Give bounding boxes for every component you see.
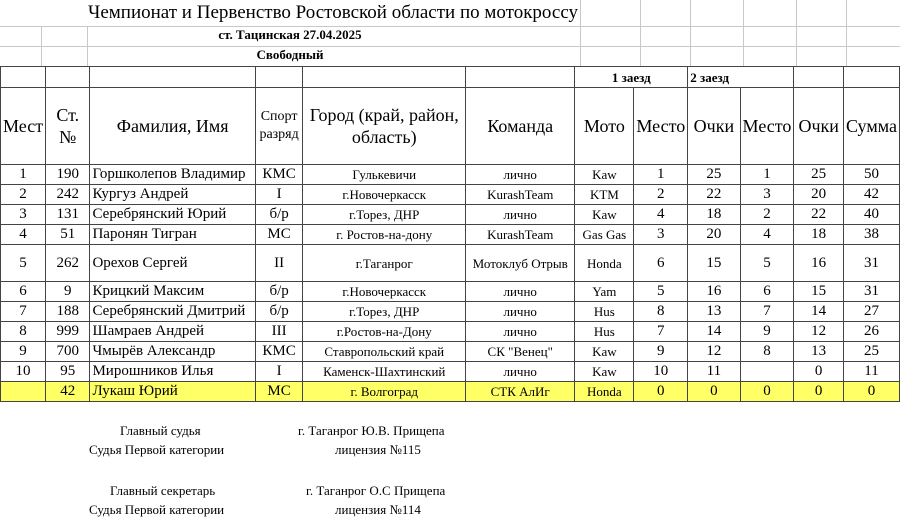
- table-row: [1, 225, 900, 245]
- total-cell: 11: [843, 362, 899, 382]
- race1-place-cell: 10: [634, 362, 688, 382]
- rank-cell: б/р: [255, 282, 303, 302]
- moto-cell: Honda: [575, 382, 634, 402]
- rank-cell: МС: [255, 225, 303, 245]
- race2-place-cell: 9: [740, 322, 794, 342]
- race2-points-cell: 0: [794, 382, 844, 402]
- name-cell: Лукаш Юрий: [90, 382, 255, 402]
- rank-cell: б/р: [255, 302, 303, 322]
- race2-points-cell: 18: [794, 225, 844, 245]
- moto-cell: Hus: [575, 322, 634, 342]
- name-cell: Шамраев Андрей: [90, 322, 255, 342]
- race2-place-cell: 8: [740, 342, 794, 362]
- col-name: Фамилия, Имя: [90, 88, 255, 165]
- col-city: Город (край, район, область): [303, 88, 466, 165]
- chief-secretary-label: Главный секретарь: [110, 483, 216, 498]
- rank-cell: МС: [255, 382, 303, 402]
- race1-header: 1 заезд: [575, 67, 688, 88]
- team-cell: KurashTeam: [466, 185, 575, 205]
- team-cell: KurashTeam: [466, 225, 575, 245]
- team-cell: лично: [466, 282, 575, 302]
- race2-place-cell: 7: [740, 302, 794, 322]
- race1-place-cell: 2: [634, 185, 688, 205]
- results-table: [0, 66, 900, 402]
- total-cell: 31: [843, 245, 899, 282]
- number-cell: 188: [46, 302, 90, 322]
- total-cell: 40: [843, 205, 899, 225]
- number-cell: 51: [46, 225, 90, 245]
- name-cell: Кургуз Андрей: [90, 185, 255, 205]
- table-row: [1, 205, 900, 225]
- total-cell: 38: [843, 225, 899, 245]
- team-cell: СТК АлИг: [466, 382, 575, 402]
- city-cell: Гулькевичи: [303, 165, 466, 185]
- place-cell: 2: [1, 185, 46, 205]
- col-rank: Спорт разряд: [255, 88, 303, 165]
- race2-place-cell: 1: [740, 165, 794, 185]
- col-r1-points: Очки: [688, 88, 740, 165]
- race2-points-cell: 20: [794, 185, 844, 205]
- table-row: [1, 185, 900, 205]
- race1-place-cell: 6: [634, 245, 688, 282]
- total-cell: 31: [843, 282, 899, 302]
- team-cell: СК "Венец": [466, 342, 575, 362]
- city-cell: г.Новочеркасск: [303, 282, 466, 302]
- city-cell: г. Ростов-на-дону: [303, 225, 466, 245]
- name-cell: Чмырёв Александр: [90, 342, 255, 362]
- race1-points-cell: 22: [688, 185, 740, 205]
- table-row: [1, 302, 900, 322]
- total-cell: 0: [843, 382, 899, 402]
- race2-points-cell: 25: [794, 165, 844, 185]
- race1-points-cell: 16: [688, 282, 740, 302]
- team-cell: лично: [466, 362, 575, 382]
- moto-cell: Honda: [575, 245, 634, 282]
- col-r1-place: Место: [634, 88, 688, 165]
- place-cell: 9: [1, 342, 46, 362]
- total-cell: 25: [843, 342, 899, 362]
- moto-cell: Kaw: [575, 205, 634, 225]
- race1-place-cell: 8: [634, 302, 688, 322]
- name-cell: Крицкий Максим: [90, 282, 255, 302]
- total-cell: 27: [843, 302, 899, 322]
- col-team: Команда: [466, 88, 575, 165]
- name-cell: Паронян Тигран: [90, 225, 255, 245]
- place-cell: 7: [1, 302, 46, 322]
- race1-place-cell: 1: [634, 165, 688, 185]
- race2-place-cell: [740, 362, 794, 382]
- number-cell: 42: [46, 382, 90, 402]
- race1-points-cell: 15: [688, 245, 740, 282]
- table-row: [1, 245, 900, 282]
- rank-cell: б/р: [255, 205, 303, 225]
- city-cell: г.Ростов-на-Дону: [303, 322, 466, 342]
- rank-cell: I: [255, 362, 303, 382]
- race2-place-cell: 2: [740, 205, 794, 225]
- page-title: Чемпионат и Первенство Ростовской области по мотокроссу: [88, 2, 579, 23]
- race1-points-cell: 25: [688, 165, 740, 185]
- race2-points-cell: 16: [794, 245, 844, 282]
- rank-cell: II: [255, 245, 303, 282]
- chief-judge-label: Главный судья: [120, 423, 201, 438]
- class-name: Свободный: [256, 47, 324, 62]
- race1-points-cell: 11: [688, 362, 740, 382]
- col-number: Ст. №: [46, 88, 90, 165]
- place-cell: 4: [1, 225, 46, 245]
- race1-points-cell: 0: [688, 382, 740, 402]
- table-row: [1, 382, 900, 402]
- place-cell: 3: [1, 205, 46, 225]
- col-moto: Мото: [575, 88, 634, 165]
- race1-place-cell: 7: [634, 322, 688, 342]
- team-cell: лично: [466, 165, 575, 185]
- place-cell: 8: [1, 322, 46, 342]
- race1-points-cell: 12: [688, 342, 740, 362]
- rank-cell: III: [255, 322, 303, 342]
- city-cell: Ставропольский край: [303, 342, 466, 362]
- place-cell: 5: [1, 245, 46, 282]
- number-cell: 700: [46, 342, 90, 362]
- race2-place-cell: 5: [740, 245, 794, 282]
- team-cell: лично: [466, 322, 575, 342]
- number-cell: 9: [46, 282, 90, 302]
- race2-points-cell: 12: [794, 322, 844, 342]
- chief-judge-name: г. Таганрог Ю.В. Прищепа: [298, 423, 445, 438]
- city-cell: г.Торез, ДНР: [303, 302, 466, 322]
- moto-cell: Gas Gas: [575, 225, 634, 245]
- team-cell: Мотоклуб Отрыв: [466, 245, 575, 282]
- race1-place-cell: 4: [634, 205, 688, 225]
- license-114: лицензия №114: [335, 502, 421, 517]
- number-cell: 131: [46, 205, 90, 225]
- moto-cell: Yam: [575, 282, 634, 302]
- moto-cell: Kaw: [575, 362, 634, 382]
- judge-category-1: Судья Первой категории: [89, 442, 225, 457]
- city-cell: г. Волгоград: [303, 382, 466, 402]
- table-row: [1, 322, 900, 342]
- team-cell: лично: [466, 302, 575, 322]
- table-row: [1, 362, 900, 382]
- race2-place-cell: 4: [740, 225, 794, 245]
- race1-place-cell: 9: [634, 342, 688, 362]
- location-date: ст. Тацинская 27.04.2025: [218, 27, 362, 42]
- number-cell: 242: [46, 185, 90, 205]
- race2-place-cell: 6: [740, 282, 794, 302]
- place-cell: [1, 382, 46, 402]
- race-header-row: [1, 67, 900, 88]
- number-cell: 190: [46, 165, 90, 185]
- city-cell: г.Таганрог: [303, 245, 466, 282]
- race1-points-cell: 20: [688, 225, 740, 245]
- race2-place-cell: 0: [740, 382, 794, 402]
- table-row: [1, 282, 900, 302]
- column-header-row: [1, 88, 900, 165]
- place-cell: 1: [1, 165, 46, 185]
- col-place: Мест: [1, 88, 46, 165]
- place-cell: 10: [1, 362, 46, 382]
- license-115: лицензия №115: [335, 442, 421, 457]
- table-row: [1, 342, 900, 362]
- moto-cell: Kaw: [575, 342, 634, 362]
- place-cell: 6: [1, 282, 46, 302]
- col-r2-place: Место: [740, 88, 794, 165]
- race2-points-cell: 15: [794, 282, 844, 302]
- race1-place-cell: 0: [634, 382, 688, 402]
- name-cell: Мирошников Илья: [90, 362, 255, 382]
- col-r2-points: Очки: [794, 88, 844, 165]
- race2-header: 2 заезд: [688, 67, 794, 88]
- moto-cell: Kaw: [575, 165, 634, 185]
- city-cell: г.Новочеркасск: [303, 185, 466, 205]
- race2-place-cell: 3: [740, 185, 794, 205]
- race1-points-cell: 18: [688, 205, 740, 225]
- total-cell: 50: [843, 165, 899, 185]
- number-cell: 999: [46, 322, 90, 342]
- col-total: Сумма: [843, 88, 899, 165]
- name-cell: Орехов Сергей: [90, 245, 255, 282]
- moto-cell: Hus: [575, 302, 634, 322]
- chief-secretary-name: г. Таганрог О.С Прищепа: [306, 483, 446, 498]
- name-cell: Серебрянский Юрий: [90, 205, 255, 225]
- race2-points-cell: 13: [794, 342, 844, 362]
- city-cell: Каменск-Шахтинский: [303, 362, 466, 382]
- race2-points-cell: 14: [794, 302, 844, 322]
- race2-points-cell: 0: [794, 362, 844, 382]
- rank-cell: КМС: [255, 342, 303, 362]
- race1-place-cell: 5: [634, 282, 688, 302]
- secretary-category-1: Судья Первой категории: [89, 502, 225, 517]
- total-cell: 26: [843, 322, 899, 342]
- rank-cell: КМС: [255, 165, 303, 185]
- team-cell: лично: [466, 205, 575, 225]
- name-cell: Серебрянский Дмитрий: [90, 302, 255, 322]
- number-cell: 262: [46, 245, 90, 282]
- race2-points-cell: 22: [794, 205, 844, 225]
- table-row: [1, 165, 900, 185]
- race1-points-cell: 13: [688, 302, 740, 322]
- city-cell: г.Торез, ДНР: [303, 205, 466, 225]
- name-cell: Горшколепов Владимир: [90, 165, 255, 185]
- number-cell: 95: [46, 362, 90, 382]
- moto-cell: KTM: [575, 185, 634, 205]
- total-cell: 42: [843, 185, 899, 205]
- race1-points-cell: 14: [688, 322, 740, 342]
- race1-place-cell: 3: [634, 225, 688, 245]
- rank-cell: I: [255, 185, 303, 205]
